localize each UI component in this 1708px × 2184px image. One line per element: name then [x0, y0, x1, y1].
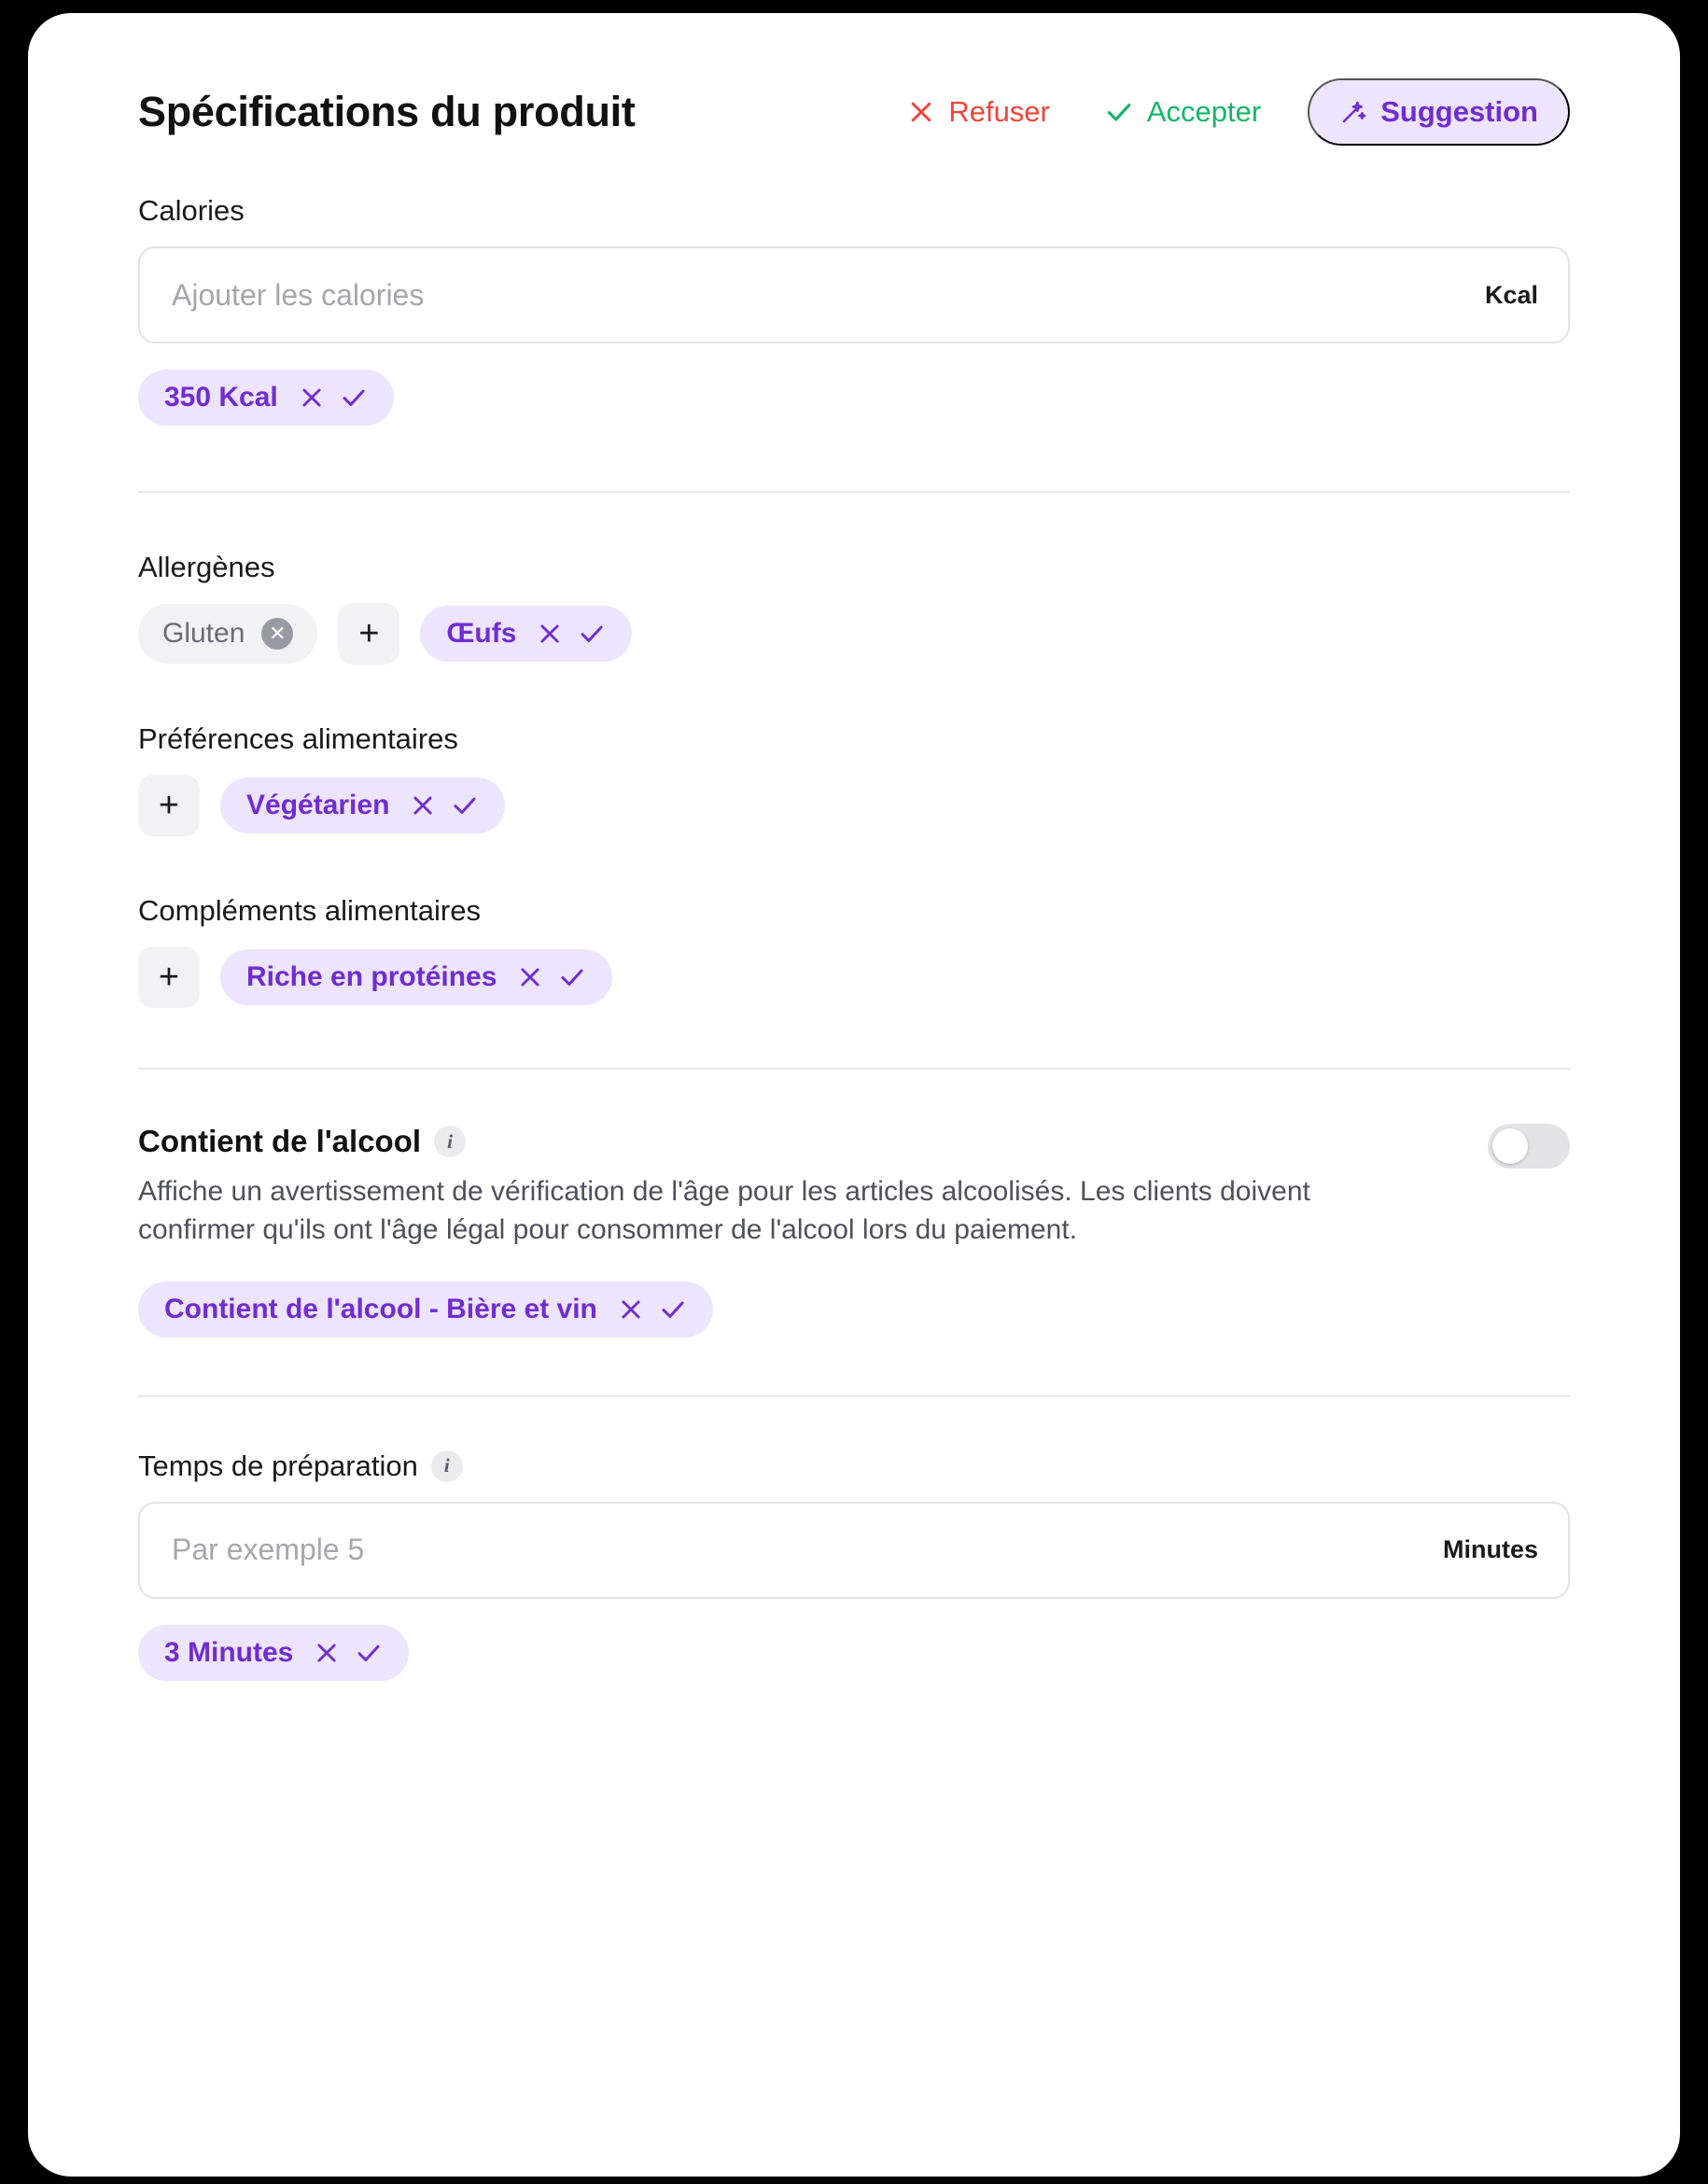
magic-wand-icon [1339, 98, 1367, 126]
product-specifications-card [28, 13, 1680, 2177]
add-dietary-preference-button[interactable] [138, 775, 200, 836]
check-icon[interactable] [578, 620, 606, 648]
close-icon[interactable] [517, 964, 543, 990]
prep-time-section [138, 1449, 1570, 1681]
chip-actions [299, 384, 368, 412]
info-icon[interactable]: i [434, 1126, 466, 1157]
prep-time-unit: Minutes [1442, 1535, 1538, 1564]
chip-actions [410, 791, 479, 819]
plus-icon: + [158, 957, 180, 997]
page-title: Spécifications du produit [138, 88, 636, 135]
alcohol-section [138, 1124, 1570, 1250]
alcohol-suggestion-label: Contient de l'alcool - Bière et vin [164, 1293, 597, 1324]
supplements-suggestion-chip[interactable] [220, 949, 612, 1005]
alcohol-title-row [138, 1124, 1460, 1159]
dietary-preferences-section [138, 722, 1570, 836]
calories-suggestion-label: 350 Kcal [164, 382, 278, 413]
alcohol-title: Contient de l'alcool [138, 1124, 422, 1158]
divider [138, 491, 1570, 493]
accept-label: Accepter [1146, 95, 1262, 128]
add-allergen-button[interactable] [338, 603, 399, 665]
divider [138, 1395, 1570, 1397]
allergens-section [138, 551, 1570, 665]
allergen-chip-gluten[interactable] [138, 604, 317, 664]
supplements-suggestion-label: Riche en protéines [246, 961, 497, 992]
accept-button[interactable] [1087, 86, 1278, 138]
refuse-label: Refuser [948, 95, 1050, 128]
close-icon [907, 98, 935, 126]
chip-actions [537, 620, 606, 648]
allergen-chip-label: Gluten [162, 618, 245, 649]
info-icon[interactable]: i [431, 1450, 463, 1482]
calories-input[interactable] [170, 277, 1468, 314]
header-actions [890, 78, 1570, 146]
card-header [138, 69, 1570, 155]
check-icon [1104, 97, 1134, 127]
refuse-button[interactable] [890, 86, 1067, 138]
allergens-label: Allergènes [138, 551, 275, 583]
close-icon[interactable] [410, 792, 436, 819]
allergens-suggestion-label: Œufs [446, 618, 517, 649]
prep-time-label: Temps de préparation [138, 1449, 418, 1482]
prep-time-input-row[interactable] [138, 1502, 1570, 1599]
plus-icon: + [158, 785, 180, 825]
dietary-preferences-label: Préférences alimentaires [138, 722, 458, 755]
prep-time-label-row [138, 1449, 1570, 1483]
prep-time-suggestion-label: 3 Minutes [164, 1636, 294, 1668]
close-icon[interactable] [537, 621, 563, 647]
toggle-knob [1492, 1128, 1528, 1164]
dietary-preferences-suggestion-label: Végétarien [246, 790, 390, 820]
add-supplement-button[interactable] [138, 946, 200, 1008]
check-icon[interactable] [558, 963, 586, 991]
prep-time-input[interactable] [170, 1532, 1426, 1568]
close-icon[interactable] [314, 1640, 340, 1666]
check-icon[interactable] [355, 1639, 383, 1667]
alcohol-suggestion-chip[interactable] [138, 1281, 713, 1337]
allergens-suggestion-chip[interactable] [420, 606, 632, 662]
alcohol-toggle[interactable] [1488, 1124, 1570, 1169]
suggestion-label: Suggestion [1380, 95, 1538, 128]
plus-icon: + [358, 613, 380, 653]
calories-input-row[interactable] [138, 246, 1570, 343]
close-icon[interactable] [299, 385, 325, 411]
calories-section [138, 194, 1570, 426]
close-icon[interactable] [618, 1296, 644, 1323]
alcohol-description: Affiche un avertissement de vérification de l'âge pour les articles alcoolisés. Les clients doivent confirmer qu'ils ont l'âge légal pour consommer de l'alcool lors du paiement. [138, 1176, 1310, 1246]
chip-actions [618, 1295, 687, 1323]
close-icon[interactable]: ✕ [261, 618, 293, 650]
divider [138, 1068, 1570, 1070]
calories-unit: Kcal [1484, 280, 1538, 309]
supplements-label: Compléments alimentaires [138, 894, 481, 927]
suggestion-button[interactable] [1308, 78, 1570, 146]
chip-actions [314, 1639, 383, 1667]
check-icon[interactable] [451, 791, 479, 819]
dietary-preferences-suggestion-chip[interactable] [220, 777, 505, 833]
check-icon[interactable] [340, 384, 368, 412]
calories-suggestion-chip[interactable] [138, 370, 394, 426]
chip-actions [517, 963, 586, 991]
check-icon[interactable] [659, 1295, 687, 1323]
supplements-section [138, 894, 1570, 1008]
prep-time-suggestion-chip[interactable] [138, 1625, 409, 1681]
calories-label: Calories [138, 194, 245, 227]
